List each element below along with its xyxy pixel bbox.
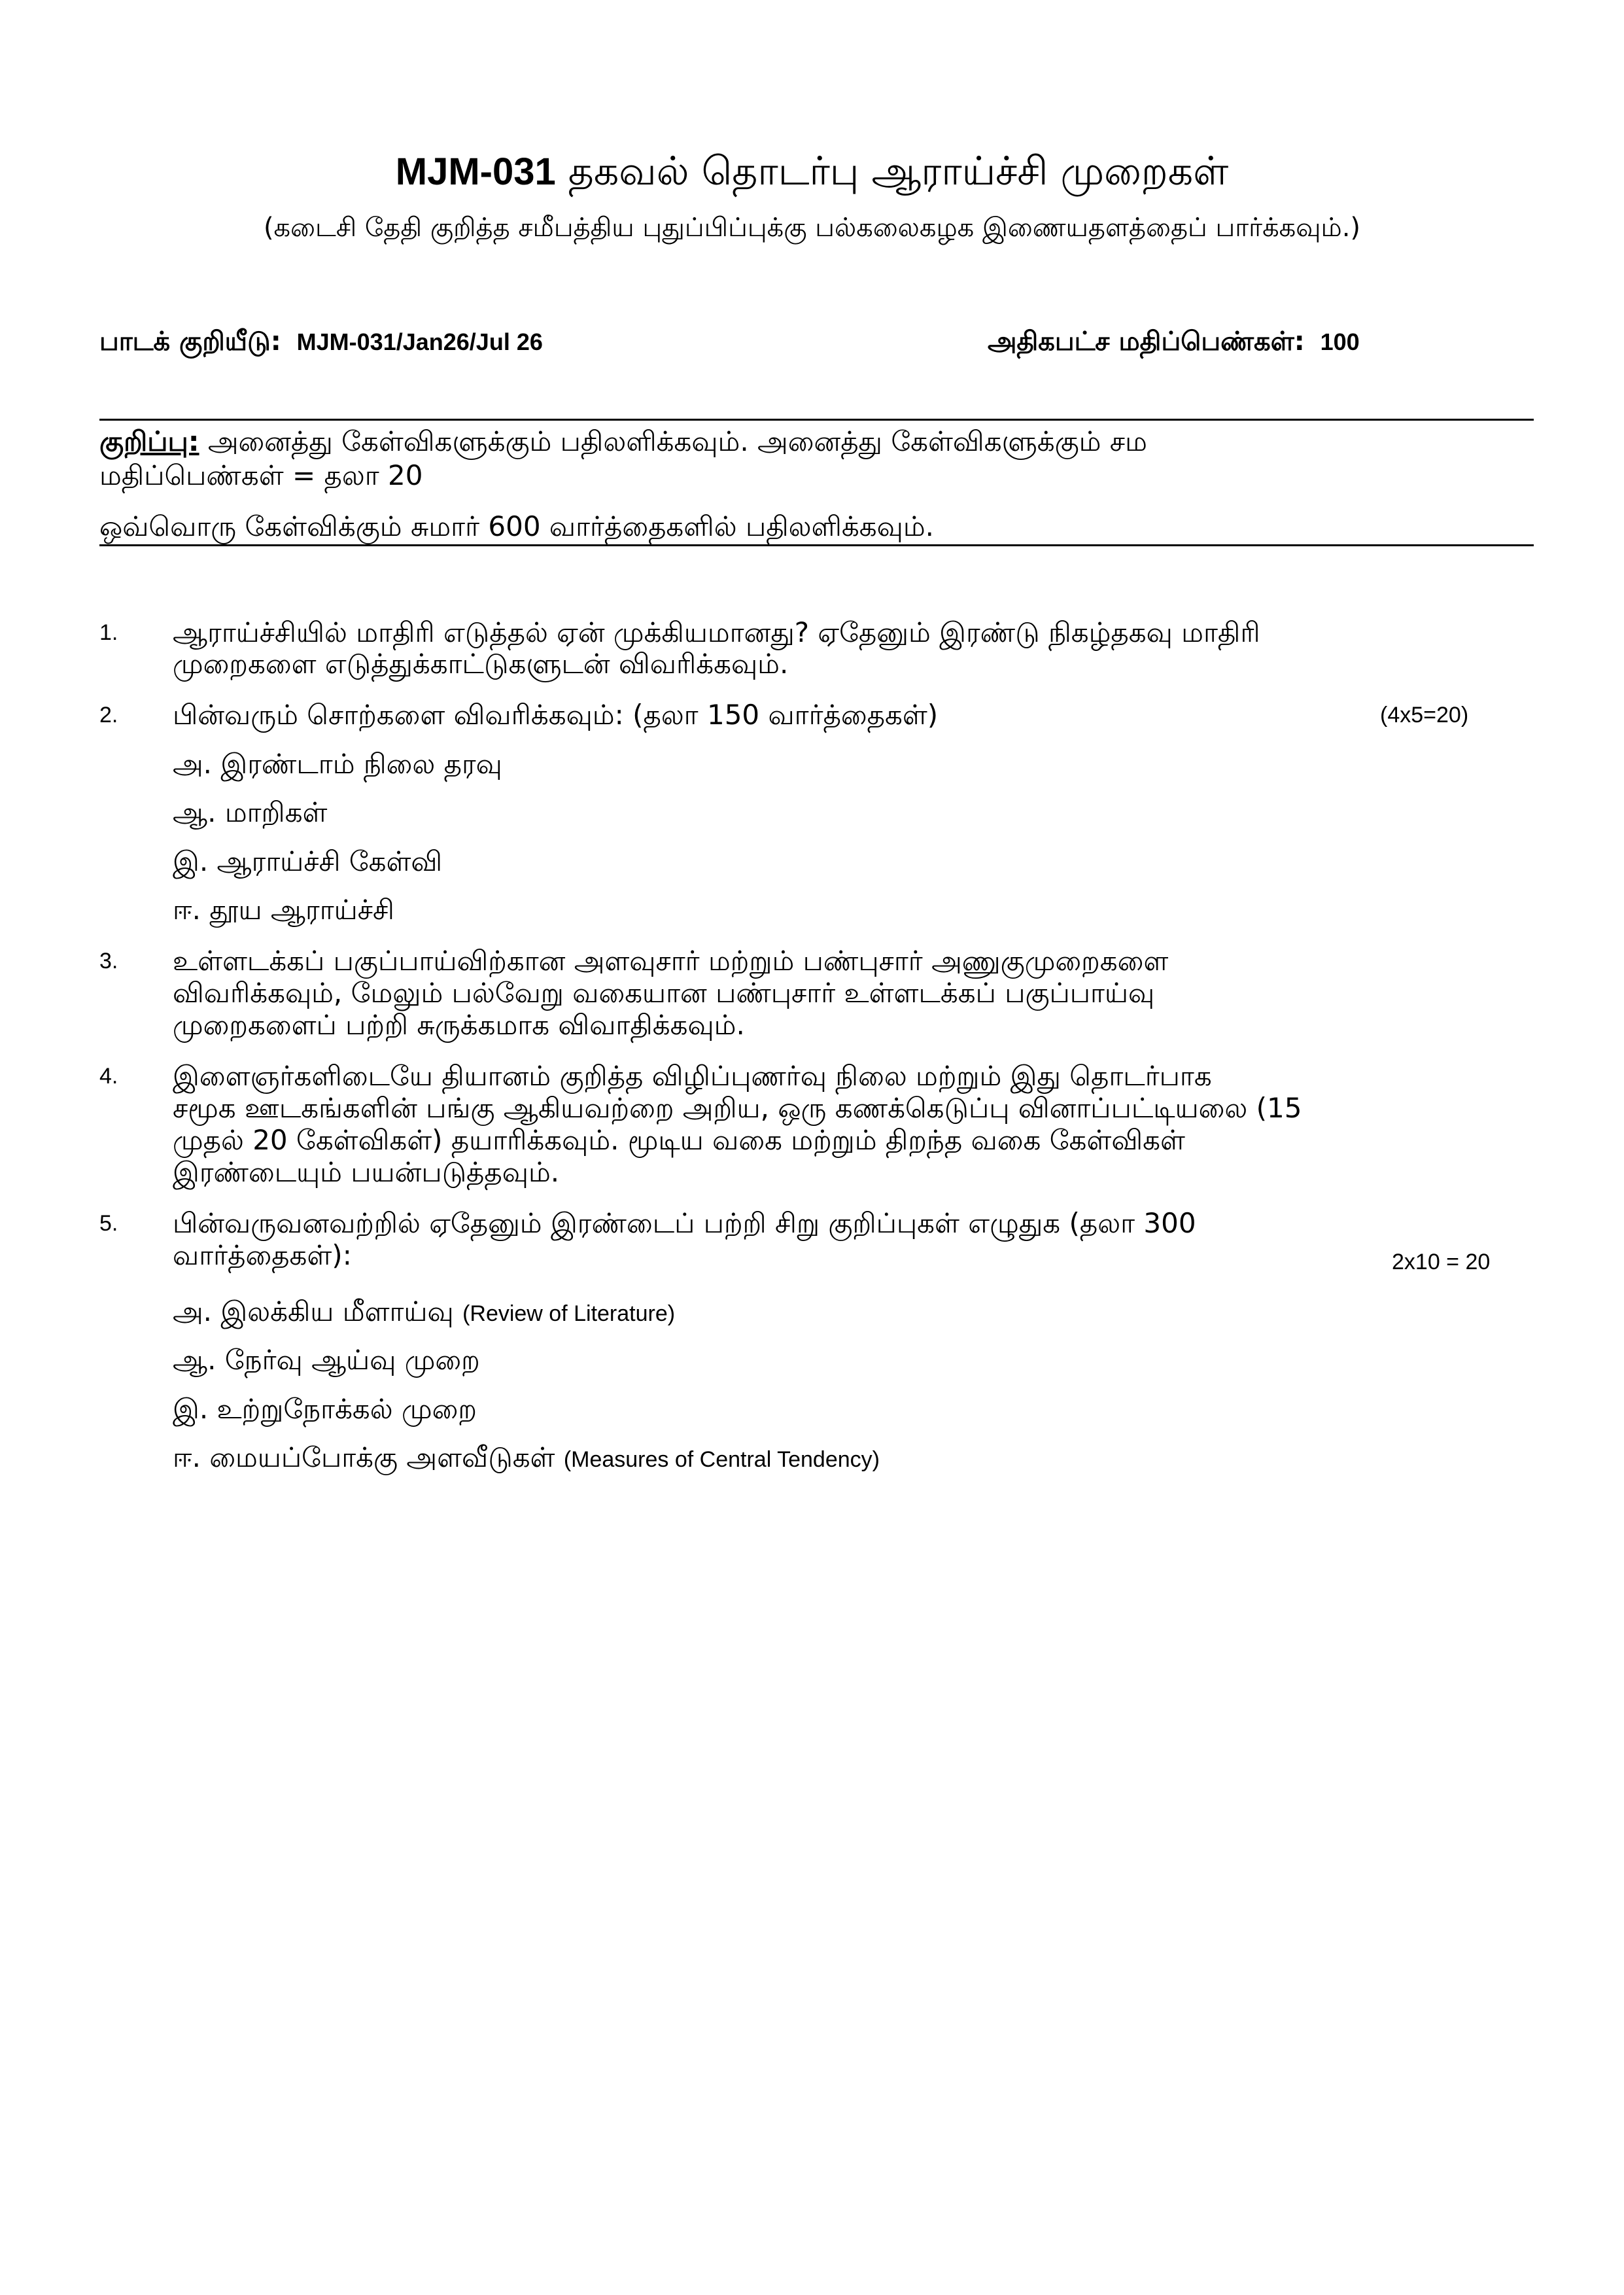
question-text: முறைகளை எடுத்துக்காட்டுகளுடன் விவரிக்கவும். — [173, 648, 789, 680]
sub-item: ஈ. தூய ஆராய்ச்சி — [173, 894, 394, 926]
question-text: பின்வருவனவற்றில் ஏதேனும் இரண்டைப் பற்றி சிறு குறிப்புகள் எழுதுக (தலா 300 — [173, 1207, 1196, 1239]
course-name-title: தகவல் தொடர்பு ஆராய்ச்சி முறைகள் — [555, 149, 1229, 194]
sub-item: ஆ. மாறிகள் — [173, 796, 328, 828]
page-subtitle: (கடைசி தேதி குறித்த சமீபத்திய புதுப்பிப்புக்கு பல்கலைகழக இணையதளத்தைப் பார்க்கவும்.) — [263, 213, 1361, 243]
note-label: குறிப்பு: — [99, 425, 199, 457]
question-text: சமூக ஊடகங்களின் பங்கு ஆகியவற்றை அறிய, ஒரு கணக்கெடுப்பு வினாப்பட்டியலை (15 — [173, 1092, 1302, 1124]
max-marks-label: அதிகபட்ச மதிப்பெண்கள்: — [988, 326, 1305, 357]
question-marks: (4x5=20) — [1380, 703, 1469, 727]
question-number: 2. — [99, 703, 118, 727]
question-number: 4. — [99, 1064, 118, 1089]
question-text: வார்த்தைகள்): — [173, 1239, 352, 1271]
question-number: 5. — [99, 1211, 118, 1236]
sub-item: இ. ஆராய்ச்சி கேள்வி — [173, 845, 443, 877]
sub-item-text: ஈ. மையப்போக்கு அளவீடுகள் — [173, 1441, 564, 1473]
max-marks-row — [988, 323, 1360, 360]
question-number: 3. — [99, 949, 118, 973]
sub-item-english: (Review of Literature) — [462, 1301, 676, 1326]
question-text: உள்ளடக்கப் பகுப்பாய்விற்கான அளவுசார் மற்றும் பண்புசார் அணுகுமுறைகளை — [173, 945, 1169, 977]
note-line-1 — [99, 424, 1147, 459]
question-text: முறைகளைப் பற்றி சுருக்கமாக விவாதிக்கவும். — [173, 1009, 745, 1041]
question-number: 1. — [99, 620, 118, 645]
question-text: முதல் 20 கேள்விகள்) தயாரிக்கவும். மூடிய வகை மற்றும் திறந்த வகை கேள்விகள் — [173, 1124, 1185, 1156]
question-text: ஆராய்ச்சியில் மாதிரி எடுத்தல் ஏன் முக்கியமானது? ஏதேனும் இரண்டு நிகழ்தகவு மாதிரி — [173, 616, 1260, 648]
question-text: இரண்டையும் பயன்படுத்தவும். — [173, 1156, 560, 1188]
sub-item — [173, 1294, 675, 1331]
question-text: பின்வரும் சொற்களை விவரிக்கவும்: (தலா 150 வார்த்தைகள்) — [173, 699, 939, 731]
sub-item: இ. உற்றுநோக்கல் முறை — [173, 1393, 477, 1425]
top-divider — [99, 419, 1534, 421]
note-line-2: மதிப்பெண்கள் = தலா 20 — [99, 459, 423, 491]
max-marks-value: 100 — [1320, 328, 1360, 355]
page-title — [0, 145, 1624, 198]
sub-item-english: (Measures of Central Tendency) — [563, 1447, 880, 1472]
note-line-3: ஒவ்வொரு கேள்விக்கும் சுமார் 600 வார்த்தைகளில் பதிலளிக்கவும். — [99, 510, 934, 542]
course-code-label: பாடக் குறியீடு: — [99, 326, 281, 357]
sub-item: அ. இரண்டாம் நிலை தரவு — [173, 748, 502, 780]
question-marks: 2x10 = 20 — [1392, 1250, 1491, 1274]
course-code-row — [99, 323, 543, 360]
question-text: இளைஞர்களிடையே தியானம் குறித்த விழிப்புணர்வு நிலை மற்றும் இது தொடர்பாக — [173, 1060, 1212, 1092]
sub-item: ஆ. நேர்வு ஆய்வு முறை — [173, 1344, 480, 1376]
sub-item — [173, 1440, 880, 1477]
note-text-1: அனைத்து கேள்விகளுக்கும் பதிலளிக்கவும். அனைத்து கேள்விகளுக்கும் சம — [199, 425, 1147, 457]
question-text: விவரிக்கவும், மேலும் பல்வேறு வகையான பண்புசார் உள்ளடக்கப் பகுப்பாய்வு — [173, 977, 1155, 1009]
course-code-title: MJM-031 — [395, 150, 556, 193]
bottom-divider — [99, 544, 1534, 546]
sub-item-text: அ. இலக்கிய மீளாய்வு — [173, 1295, 463, 1327]
course-code-value: MJM-031/Jan26/Jul 26 — [296, 328, 543, 355]
